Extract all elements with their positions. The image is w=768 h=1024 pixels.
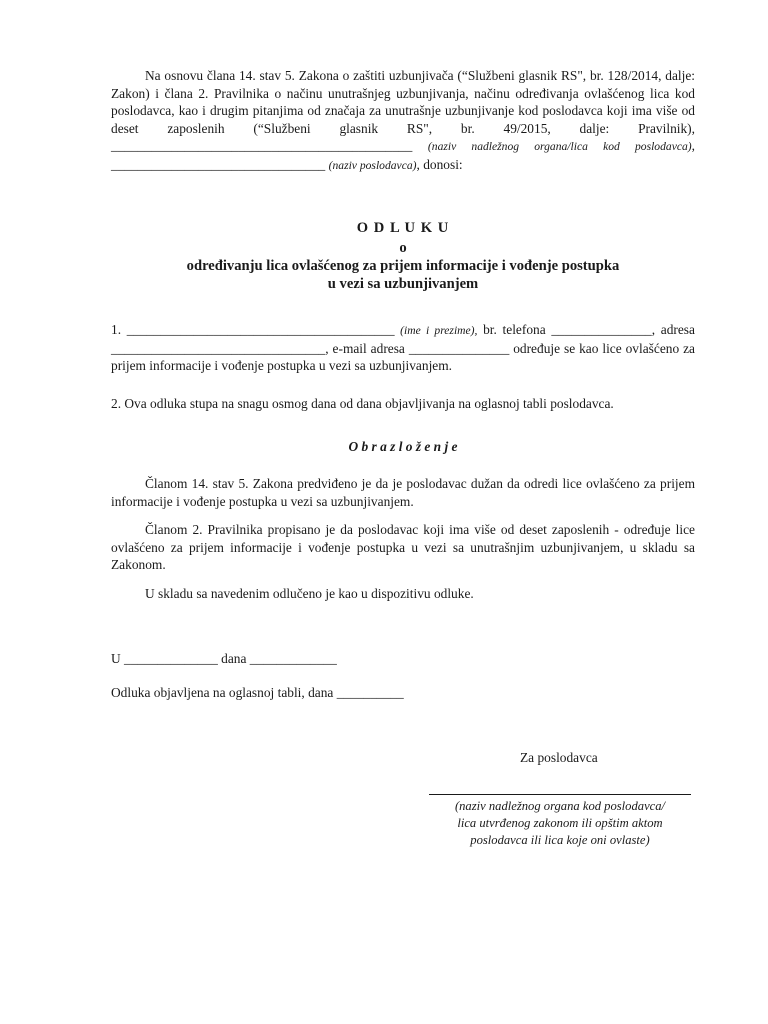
email-label: e-mail adresa (332, 340, 405, 356)
published-date-field[interactable]: __________ (336, 685, 404, 700)
item-1 (111, 321, 695, 375)
email-field[interactable]: _______________ (408, 340, 510, 356)
intro-hint-authority: (naziv nadležnog organa/lica kod poslodavca) (427, 140, 692, 153)
signature-line[interactable] (429, 794, 691, 795)
intro-blank-employer: ________________________________ (111, 156, 326, 172)
intro-text: Na osnovu člana 14. stav 5. Zakona o zaštiti uzbunjivača (“Službeni glasnik RS", br. 128/2014, dalje: Zakon) i člana 2. Pravilnika o načinu unutrašnjeg uzbunjivanja, načinu određivanja ovlašćenog lica kod poslodavca, kao i drugim pitanjima od značaja za unutrašnje uzbunjivanje kod poslodavca koji ima više od deset zaposlenih (“Službeni glasnik RS", br. 49/2015, dalje: Pravilnik), (111, 68, 695, 136)
signature-note-line3: poslodavca ili lica koje oni ovlaste) (470, 833, 650, 847)
reasoning-paragraph-3: U skladu sa navedenim odlučeno je kao u dispozitivu odluke. (145, 586, 474, 601)
signature-note-line1: (naziv nadležnog organa kod poslodavca/ (454, 799, 666, 813)
reasoning-title: O b r a z l o ž e n j e (348, 439, 458, 454)
address-label: adresa (660, 322, 695, 337)
signature-note-line2: lica utvrđenog zakonom ili opštim aktom (457, 816, 663, 830)
name-field[interactable]: ________________________________________ (126, 322, 395, 337)
intro-hint-employer: (naziv poslodavca) (328, 158, 417, 172)
place-date-line (111, 651, 337, 667)
place-label: U (111, 651, 121, 666)
intro-separator: , (691, 138, 695, 153)
name-hint: (ime i prezime), (400, 324, 478, 337)
date-field[interactable]: _____________ (249, 651, 337, 666)
signature-label: Za poslodavca (520, 750, 598, 765)
phone-field[interactable]: _______________, (551, 322, 656, 337)
intro-paragraph (111, 67, 695, 174)
published-text: Odluka objavljena na oglasnoj tabli, dana (111, 685, 334, 700)
place-field[interactable]: ______________ (124, 651, 218, 666)
reasoning-paragraph-1: Članom 14. stav 5. Zakona predviđeno je da je poslodavac dužan da odredi lice ovlašćeno za prijem informacije i vođenje postupka u vezi sa uzbunjivanjem. (111, 476, 695, 509)
intro-donosi: , donosi: (416, 156, 463, 172)
published-line (111, 685, 404, 701)
date-label: dana (221, 651, 247, 666)
intro-blank-authority: _____________________________________________ (111, 138, 413, 153)
title-subject-line1: određivanju lica ovlašćenog za prijem informacije i vođenje postupka (186, 258, 620, 274)
item-2: 2. Ova odluka stupa na snagu osmog dana od dana objavljivanja na oglasnoj tabli poslodavca. (111, 396, 614, 411)
reasoning-paragraph-2: Članom 2. Pravilnika propisano je da poslodavac koji ima više od deset zaposlenih - određuje lice ovlašćeno za prijem informacije i vođenje postupka u vezi sa unutrašnjim uzbunjivanjem, u skladu sa Zakonom. (111, 522, 695, 572)
item-1-number: 1. (111, 322, 122, 337)
title-subject-line2: u vezi sa uzbunjivanjem (327, 276, 479, 292)
document-title: O D L U K U (356, 220, 450, 236)
title-preposition: o (399, 240, 407, 256)
item-1-tail: određuje se kao lice ovlašćeno za prijem informacije i vođenje postupka u vezi sa uzbunjivanjem. (111, 340, 695, 373)
address-field[interactable]: ________________________________, (111, 340, 329, 356)
phone-label: br. telefona (483, 322, 546, 337)
